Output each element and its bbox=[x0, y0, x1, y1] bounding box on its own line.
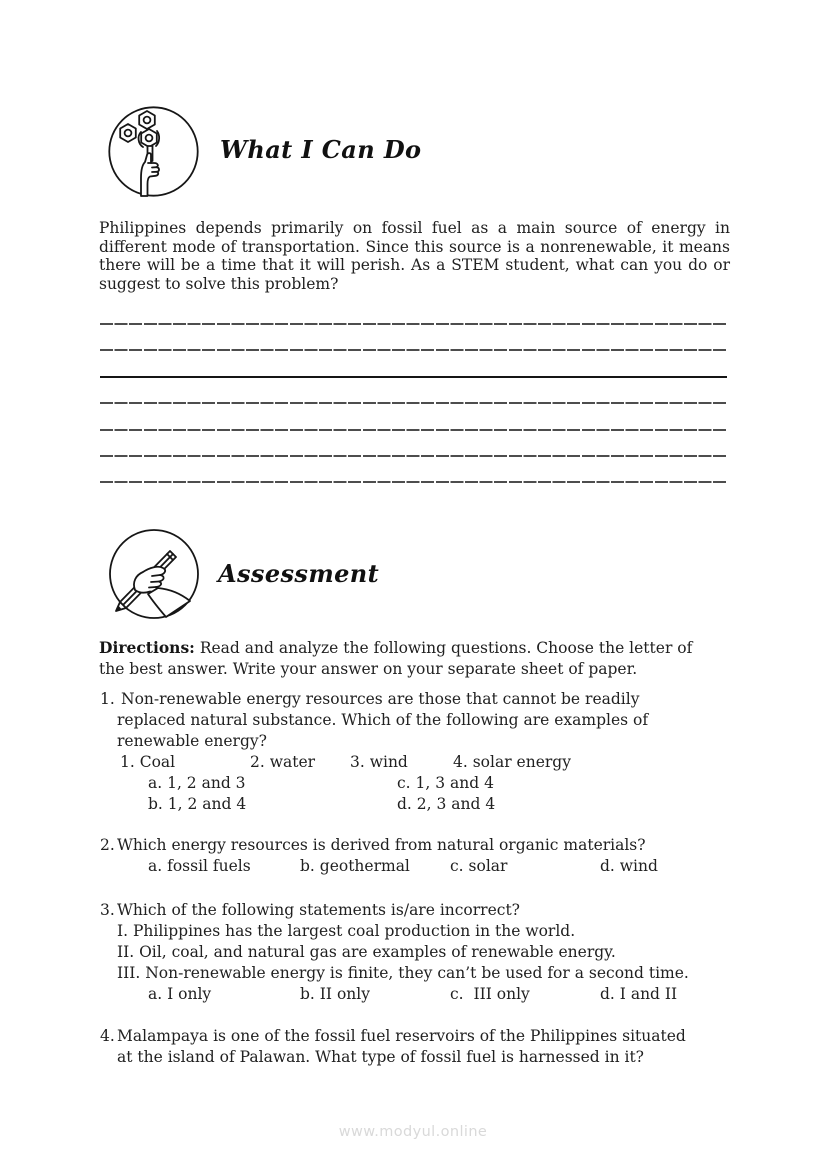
intro-paragraph: Philippines depends primarily on fossil fuel as a main source of energy in different mode of transportation. Since this source is a nonrenewable, it means there will be a time that it will perish. As a STEM student, what can you do or suggest to solve this problem? bbox=[99, 219, 730, 293]
directions-text: Read and analyze the following questions. Choose the letter of bbox=[194, 639, 693, 657]
choice-d: d. wind bbox=[600, 857, 658, 875]
question-number: 4. bbox=[100, 1027, 115, 1045]
choice-b: b. II only bbox=[300, 985, 370, 1003]
choice-a: a. fossil fuels bbox=[148, 857, 251, 875]
item-solar-energy: 4. solar energy bbox=[453, 753, 571, 771]
question-1 bbox=[99, 689, 747, 815]
question-line: Which of the following statements is/are incorrect? bbox=[117, 901, 520, 919]
answer-line bbox=[100, 455, 727, 457]
item-coal: 1. Coal bbox=[120, 753, 176, 771]
question-number: 2. bbox=[100, 836, 115, 854]
statement-1: I. Philippines has the largest coal production in the world. bbox=[117, 922, 576, 940]
answer-line bbox=[100, 376, 727, 378]
question-number: 1. bbox=[100, 690, 115, 708]
directions bbox=[99, 637, 739, 680]
question-line: at the island of Palawan. What type of fossil fuel is harnessed in it? bbox=[117, 1048, 644, 1066]
choice-b: b. geothermal bbox=[300, 857, 410, 875]
answer-line bbox=[100, 481, 727, 483]
statement-2: II. Oil, coal, and natural gas are examples of renewable energy. bbox=[117, 943, 616, 961]
answer-line bbox=[100, 429, 727, 431]
writing-hand-icon bbox=[108, 528, 200, 620]
question-3 bbox=[99, 900, 747, 1005]
choice-a: a. I only bbox=[148, 985, 212, 1003]
question-3-options bbox=[117, 984, 747, 1005]
question-2 bbox=[99, 835, 747, 877]
choice-a: a. 1, 2 and 3 bbox=[148, 774, 246, 792]
directions-line-2: the best answer. Write your answer on your separate sheet of paper. bbox=[99, 660, 638, 678]
question-line: renewable energy? bbox=[117, 732, 267, 750]
question-1-choices-bd bbox=[117, 794, 747, 815]
section-heading-what-i-can-do: What I Can Do bbox=[220, 135, 422, 164]
directions-line-1 bbox=[99, 637, 739, 659]
question-line: Malampaya is one of the fossil fuel reservoirs of the Philippines situated bbox=[117, 1027, 686, 1045]
answer-line bbox=[100, 323, 727, 325]
wrench-and-nuts-icon bbox=[107, 105, 200, 198]
question-1-choices-ac bbox=[117, 773, 747, 794]
statement-3: III. Non-renewable energy is finite, they can’t be used for a second time. bbox=[117, 964, 689, 982]
choice-c: c. solar bbox=[450, 857, 508, 875]
item-water: 2. water bbox=[250, 753, 316, 771]
section-heading-assessment: Assessment bbox=[218, 559, 380, 588]
answer-blank-lines bbox=[100, 323, 727, 508]
choice-c: c. 1, 3 and 4 bbox=[397, 774, 494, 792]
footer-watermark: www.modyul.online bbox=[338, 1124, 488, 1140]
question-2-options bbox=[117, 856, 747, 877]
item-wind: 3. wind bbox=[350, 753, 408, 771]
question-line: Which energy resources is derived from natural organic materials? bbox=[117, 836, 646, 854]
question-1-item-row bbox=[117, 752, 747, 773]
question-4 bbox=[99, 1026, 747, 1068]
question-line: Non-renewable energy resources are those that cannot be readily bbox=[121, 690, 640, 708]
directions-label: Directions: bbox=[99, 638, 195, 657]
choice-b: b. 1, 2 and 4 bbox=[148, 795, 247, 813]
answer-line bbox=[100, 349, 727, 351]
choice-d: d. I and II bbox=[600, 985, 678, 1003]
answer-line bbox=[100, 402, 727, 404]
question-line: replaced natural substance. Which of the following are examples of bbox=[117, 711, 649, 729]
choice-c: c. III only bbox=[450, 985, 530, 1003]
question-number: 3. bbox=[100, 901, 115, 919]
choice-d: d. 2, 3 and 4 bbox=[397, 795, 496, 813]
